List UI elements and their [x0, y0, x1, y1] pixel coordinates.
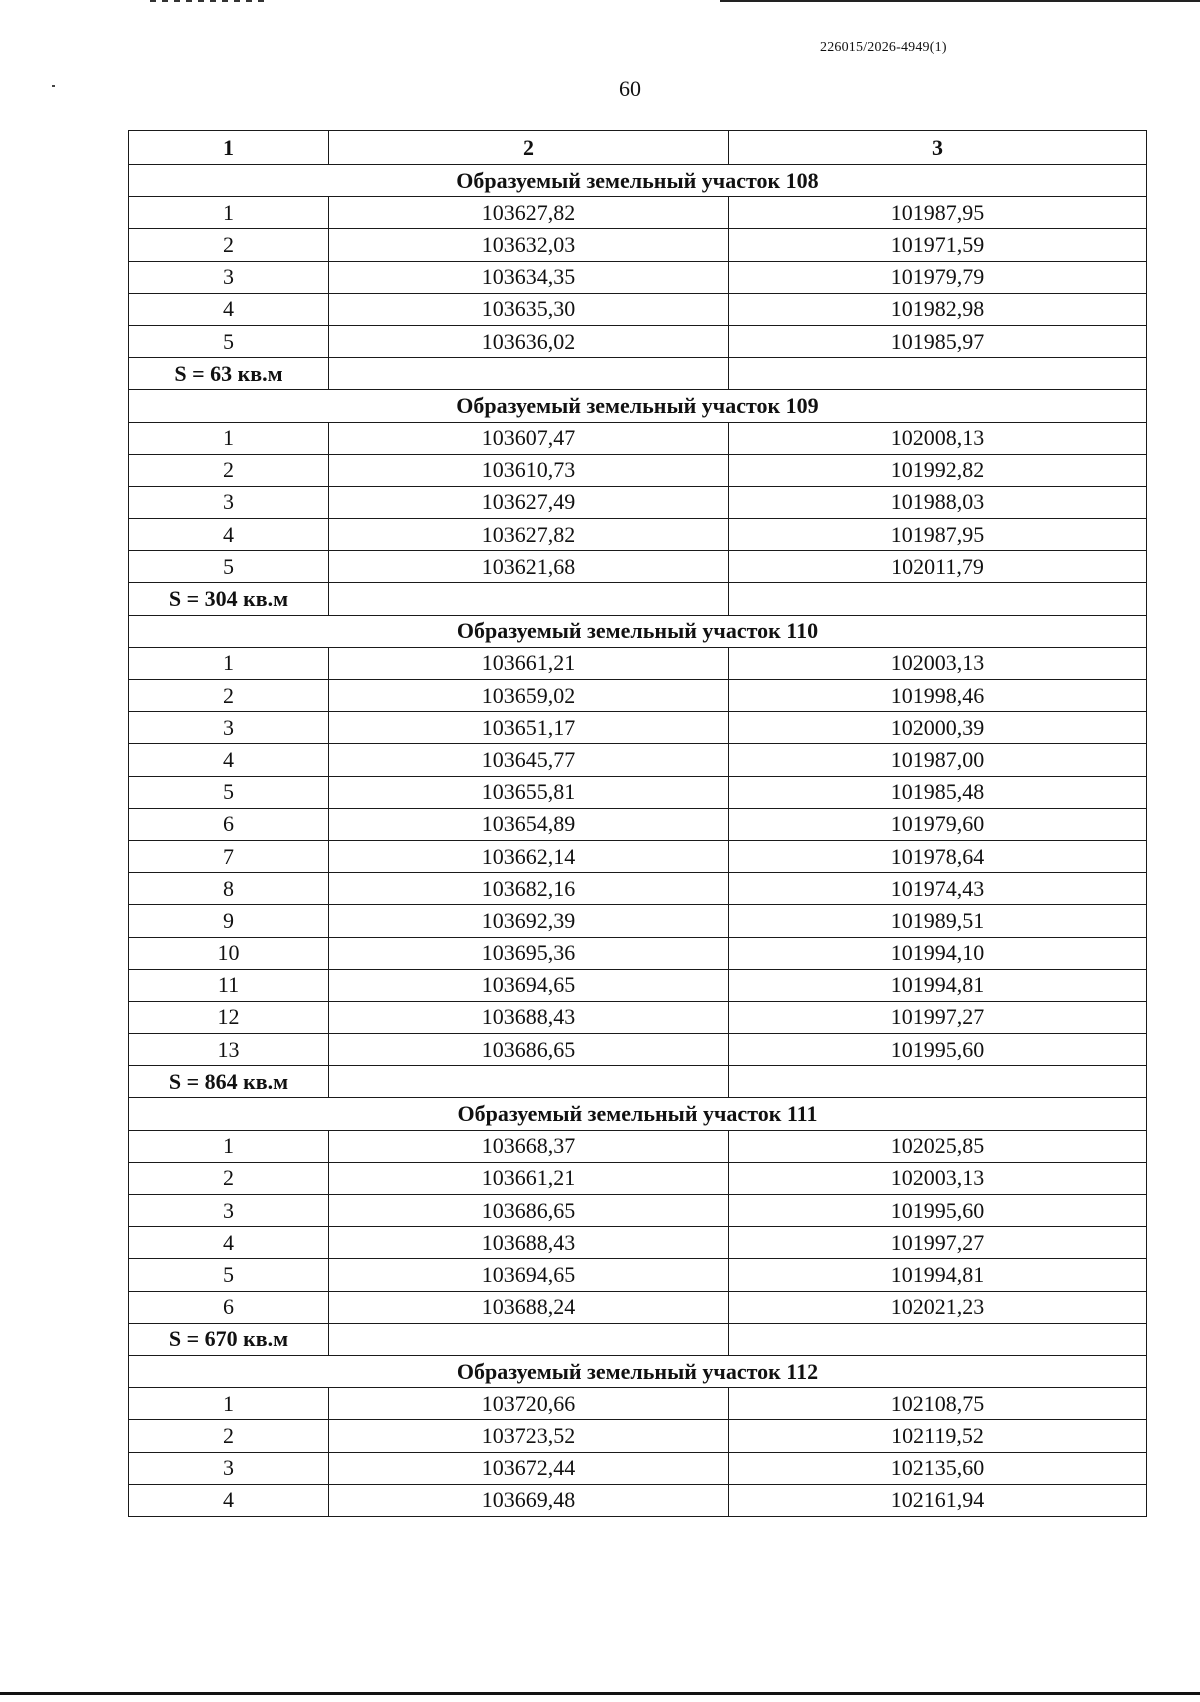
plot-title-row [129, 165, 1147, 197]
coordinate-x: 103655,81 [329, 776, 729, 808]
coordinate-x: 103692,39 [329, 905, 729, 937]
point-number: 13 [129, 1034, 329, 1066]
area-row [129, 1323, 1147, 1355]
table-row [129, 551, 1147, 583]
point-number: 2 [129, 1420, 329, 1452]
point-number: 4 [129, 744, 329, 776]
plot-title-row [129, 615, 1147, 647]
table-row [129, 1388, 1147, 1420]
coordinate-x: 103723,52 [329, 1420, 729, 1452]
coordinate-y: 101988,03 [729, 486, 1147, 518]
coordinate-y: 102119,52 [729, 1420, 1147, 1452]
point-number: 6 [129, 808, 329, 840]
point-number: 8 [129, 873, 329, 905]
empty-cell [329, 1066, 729, 1098]
point-number: 2 [129, 1162, 329, 1194]
coordinate-x: 103688,43 [329, 1227, 729, 1259]
coordinate-y: 101979,79 [729, 261, 1147, 293]
point-number: 9 [129, 905, 329, 937]
coordinate-x: 103607,47 [329, 422, 729, 454]
table-row [129, 873, 1147, 905]
point-number: 1 [129, 422, 329, 454]
coordinate-y: 101989,51 [729, 905, 1147, 937]
plot-title-row [129, 1098, 1147, 1130]
point-number: 1 [129, 647, 329, 679]
coordinate-x: 103661,21 [329, 1162, 729, 1194]
table-row [129, 744, 1147, 776]
table-row [129, 486, 1147, 518]
coordinate-y: 101974,43 [729, 873, 1147, 905]
plot-title: Образуемый земельный участок 108 [129, 165, 1147, 197]
document-id: 226015/2026-4949(1) [820, 40, 947, 55]
plot-title-row [129, 390, 1147, 422]
table-row [129, 293, 1147, 325]
table-row [129, 325, 1147, 357]
plot-area: S = 670 кв.м [129, 1323, 329, 1355]
coordinate-x: 103661,21 [329, 647, 729, 679]
coordinates-table [128, 130, 1147, 1517]
table-row [129, 905, 1147, 937]
table-row [129, 1420, 1147, 1452]
coordinate-x: 103720,66 [329, 1388, 729, 1420]
area-row [129, 1066, 1147, 1098]
point-number: 5 [129, 1259, 329, 1291]
point-number: 5 [129, 776, 329, 808]
coordinate-y: 101987,95 [729, 197, 1147, 229]
coordinate-y: 101994,81 [729, 1259, 1147, 1291]
table-row [129, 969, 1147, 1001]
column-header: 3 [729, 131, 1147, 165]
coordinate-x: 103686,65 [329, 1195, 729, 1227]
coordinate-y: 102161,94 [729, 1484, 1147, 1516]
coordinate-y: 101994,81 [729, 969, 1147, 1001]
table-row [129, 261, 1147, 293]
column-header: 1 [129, 131, 329, 165]
empty-cell [729, 358, 1147, 390]
table-row [129, 776, 1147, 808]
table-header-row [129, 131, 1147, 165]
coordinate-x: 103651,17 [329, 712, 729, 744]
coordinate-y: 102011,79 [729, 551, 1147, 583]
point-number: 4 [129, 293, 329, 325]
plot-area: S = 864 кв.м [129, 1066, 329, 1098]
scan-edge-line [0, 1692, 1200, 1695]
point-number: 6 [129, 1291, 329, 1323]
coordinate-y: 101985,97 [729, 325, 1147, 357]
coordinate-x: 103654,89 [329, 808, 729, 840]
coordinate-y: 101982,98 [729, 293, 1147, 325]
empty-cell [729, 1323, 1147, 1355]
table-row [129, 808, 1147, 840]
point-number: 10 [129, 937, 329, 969]
table-row [129, 1034, 1147, 1066]
coordinate-x: 103672,44 [329, 1452, 729, 1484]
point-number: 5 [129, 325, 329, 357]
table-row [129, 1259, 1147, 1291]
point-number: 3 [129, 1452, 329, 1484]
table-row [129, 197, 1147, 229]
table-row [129, 454, 1147, 486]
plot-title: Образуемый земельный участок 109 [129, 390, 1147, 422]
coordinate-y: 101985,48 [729, 776, 1147, 808]
table-row [129, 519, 1147, 551]
coordinate-y: 101992,82 [729, 454, 1147, 486]
coordinate-y: 101997,27 [729, 1001, 1147, 1033]
coordinate-y: 101995,60 [729, 1034, 1147, 1066]
coordinate-x: 103636,02 [329, 325, 729, 357]
coordinate-x: 103627,82 [329, 519, 729, 551]
plot-area: S = 63 кв.м [129, 358, 329, 390]
coordinate-y: 101998,46 [729, 680, 1147, 712]
page-number: 60 [619, 76, 641, 101]
area-row [129, 583, 1147, 615]
area-row [129, 358, 1147, 390]
plot-title: Образуемый земельный участок 112 [129, 1355, 1147, 1387]
table-row [129, 1227, 1147, 1259]
plot-title-row [129, 1355, 1147, 1387]
point-number: 4 [129, 519, 329, 551]
point-number: 1 [129, 1388, 329, 1420]
point-number: 2 [129, 454, 329, 486]
coordinate-x: 103635,30 [329, 293, 729, 325]
plot-title: Образуемый земельный участок 111 [129, 1098, 1147, 1130]
table-row [129, 229, 1147, 261]
coordinate-y: 102025,85 [729, 1130, 1147, 1162]
point-number: 1 [129, 197, 329, 229]
coordinate-y: 101987,95 [729, 519, 1147, 551]
point-number: 3 [129, 261, 329, 293]
coordinate-y: 101994,10 [729, 937, 1147, 969]
scan-edge-line [150, 0, 270, 2]
coordinate-x: 103627,49 [329, 486, 729, 518]
table-row [129, 1162, 1147, 1194]
coordinate-y: 101971,59 [729, 229, 1147, 261]
coordinate-y: 102003,13 [729, 1162, 1147, 1194]
point-number: 11 [129, 969, 329, 1001]
empty-cell [729, 583, 1147, 615]
coordinate-x: 103645,77 [329, 744, 729, 776]
coordinate-x: 103669,48 [329, 1484, 729, 1516]
point-number: 7 [129, 840, 329, 872]
empty-cell [329, 358, 729, 390]
table-row [129, 647, 1147, 679]
coordinate-x: 103662,14 [329, 840, 729, 872]
scan-edge-line [720, 0, 1200, 2]
table-row [129, 1130, 1147, 1162]
coordinate-x: 103659,02 [329, 680, 729, 712]
table-row [129, 840, 1147, 872]
coordinate-x: 103682,16 [329, 873, 729, 905]
coordinate-y: 101997,27 [729, 1227, 1147, 1259]
point-number: 4 [129, 1227, 329, 1259]
empty-cell [329, 583, 729, 615]
coordinate-y: 101987,00 [729, 744, 1147, 776]
coordinate-y: 102135,60 [729, 1452, 1147, 1484]
coordinate-y: 102008,13 [729, 422, 1147, 454]
coordinate-x: 103686,65 [329, 1034, 729, 1066]
coordinate-x: 103688,43 [329, 1001, 729, 1033]
coordinate-y: 102003,13 [729, 647, 1147, 679]
point-number: 1 [129, 1130, 329, 1162]
coordinates-table-body [129, 131, 1147, 1517]
table-row [129, 1484, 1147, 1516]
coordinate-x: 103694,65 [329, 1259, 729, 1291]
point-number: 3 [129, 1195, 329, 1227]
empty-cell [329, 1323, 729, 1355]
coordinate-y: 101979,60 [729, 808, 1147, 840]
point-number: 5 [129, 551, 329, 583]
coordinate-x: 103632,03 [329, 229, 729, 261]
point-number: 3 [129, 712, 329, 744]
coordinate-y: 102021,23 [729, 1291, 1147, 1323]
coordinate-y: 101995,60 [729, 1195, 1147, 1227]
table-row [129, 937, 1147, 969]
coordinate-x: 103621,68 [329, 551, 729, 583]
point-number: 12 [129, 1001, 329, 1033]
coordinate-x: 103668,37 [329, 1130, 729, 1162]
coordinate-x: 103694,65 [329, 969, 729, 1001]
point-number: 2 [129, 229, 329, 261]
plot-title: Образуемый земельный участок 110 [129, 615, 1147, 647]
coordinate-x: 103695,36 [329, 937, 729, 969]
coordinate-x: 103610,73 [329, 454, 729, 486]
coordinate-y: 102108,75 [729, 1388, 1147, 1420]
table-row [129, 680, 1147, 712]
table-row [129, 1291, 1147, 1323]
point-number: 4 [129, 1484, 329, 1516]
coordinate-y: 101978,64 [729, 840, 1147, 872]
coordinate-x: 103688,24 [329, 1291, 729, 1323]
table-row [129, 1195, 1147, 1227]
coordinate-x: 103627,82 [329, 197, 729, 229]
point-number: 3 [129, 486, 329, 518]
coordinate-x: 103634,35 [329, 261, 729, 293]
column-header: 2 [329, 131, 729, 165]
coordinate-y: 102000,39 [729, 712, 1147, 744]
table-row [129, 1452, 1147, 1484]
table-row [129, 712, 1147, 744]
table-row [129, 1001, 1147, 1033]
empty-cell [729, 1066, 1147, 1098]
point-number: 2 [129, 680, 329, 712]
table-row [129, 422, 1147, 454]
plot-area: S = 304 кв.м [129, 583, 329, 615]
